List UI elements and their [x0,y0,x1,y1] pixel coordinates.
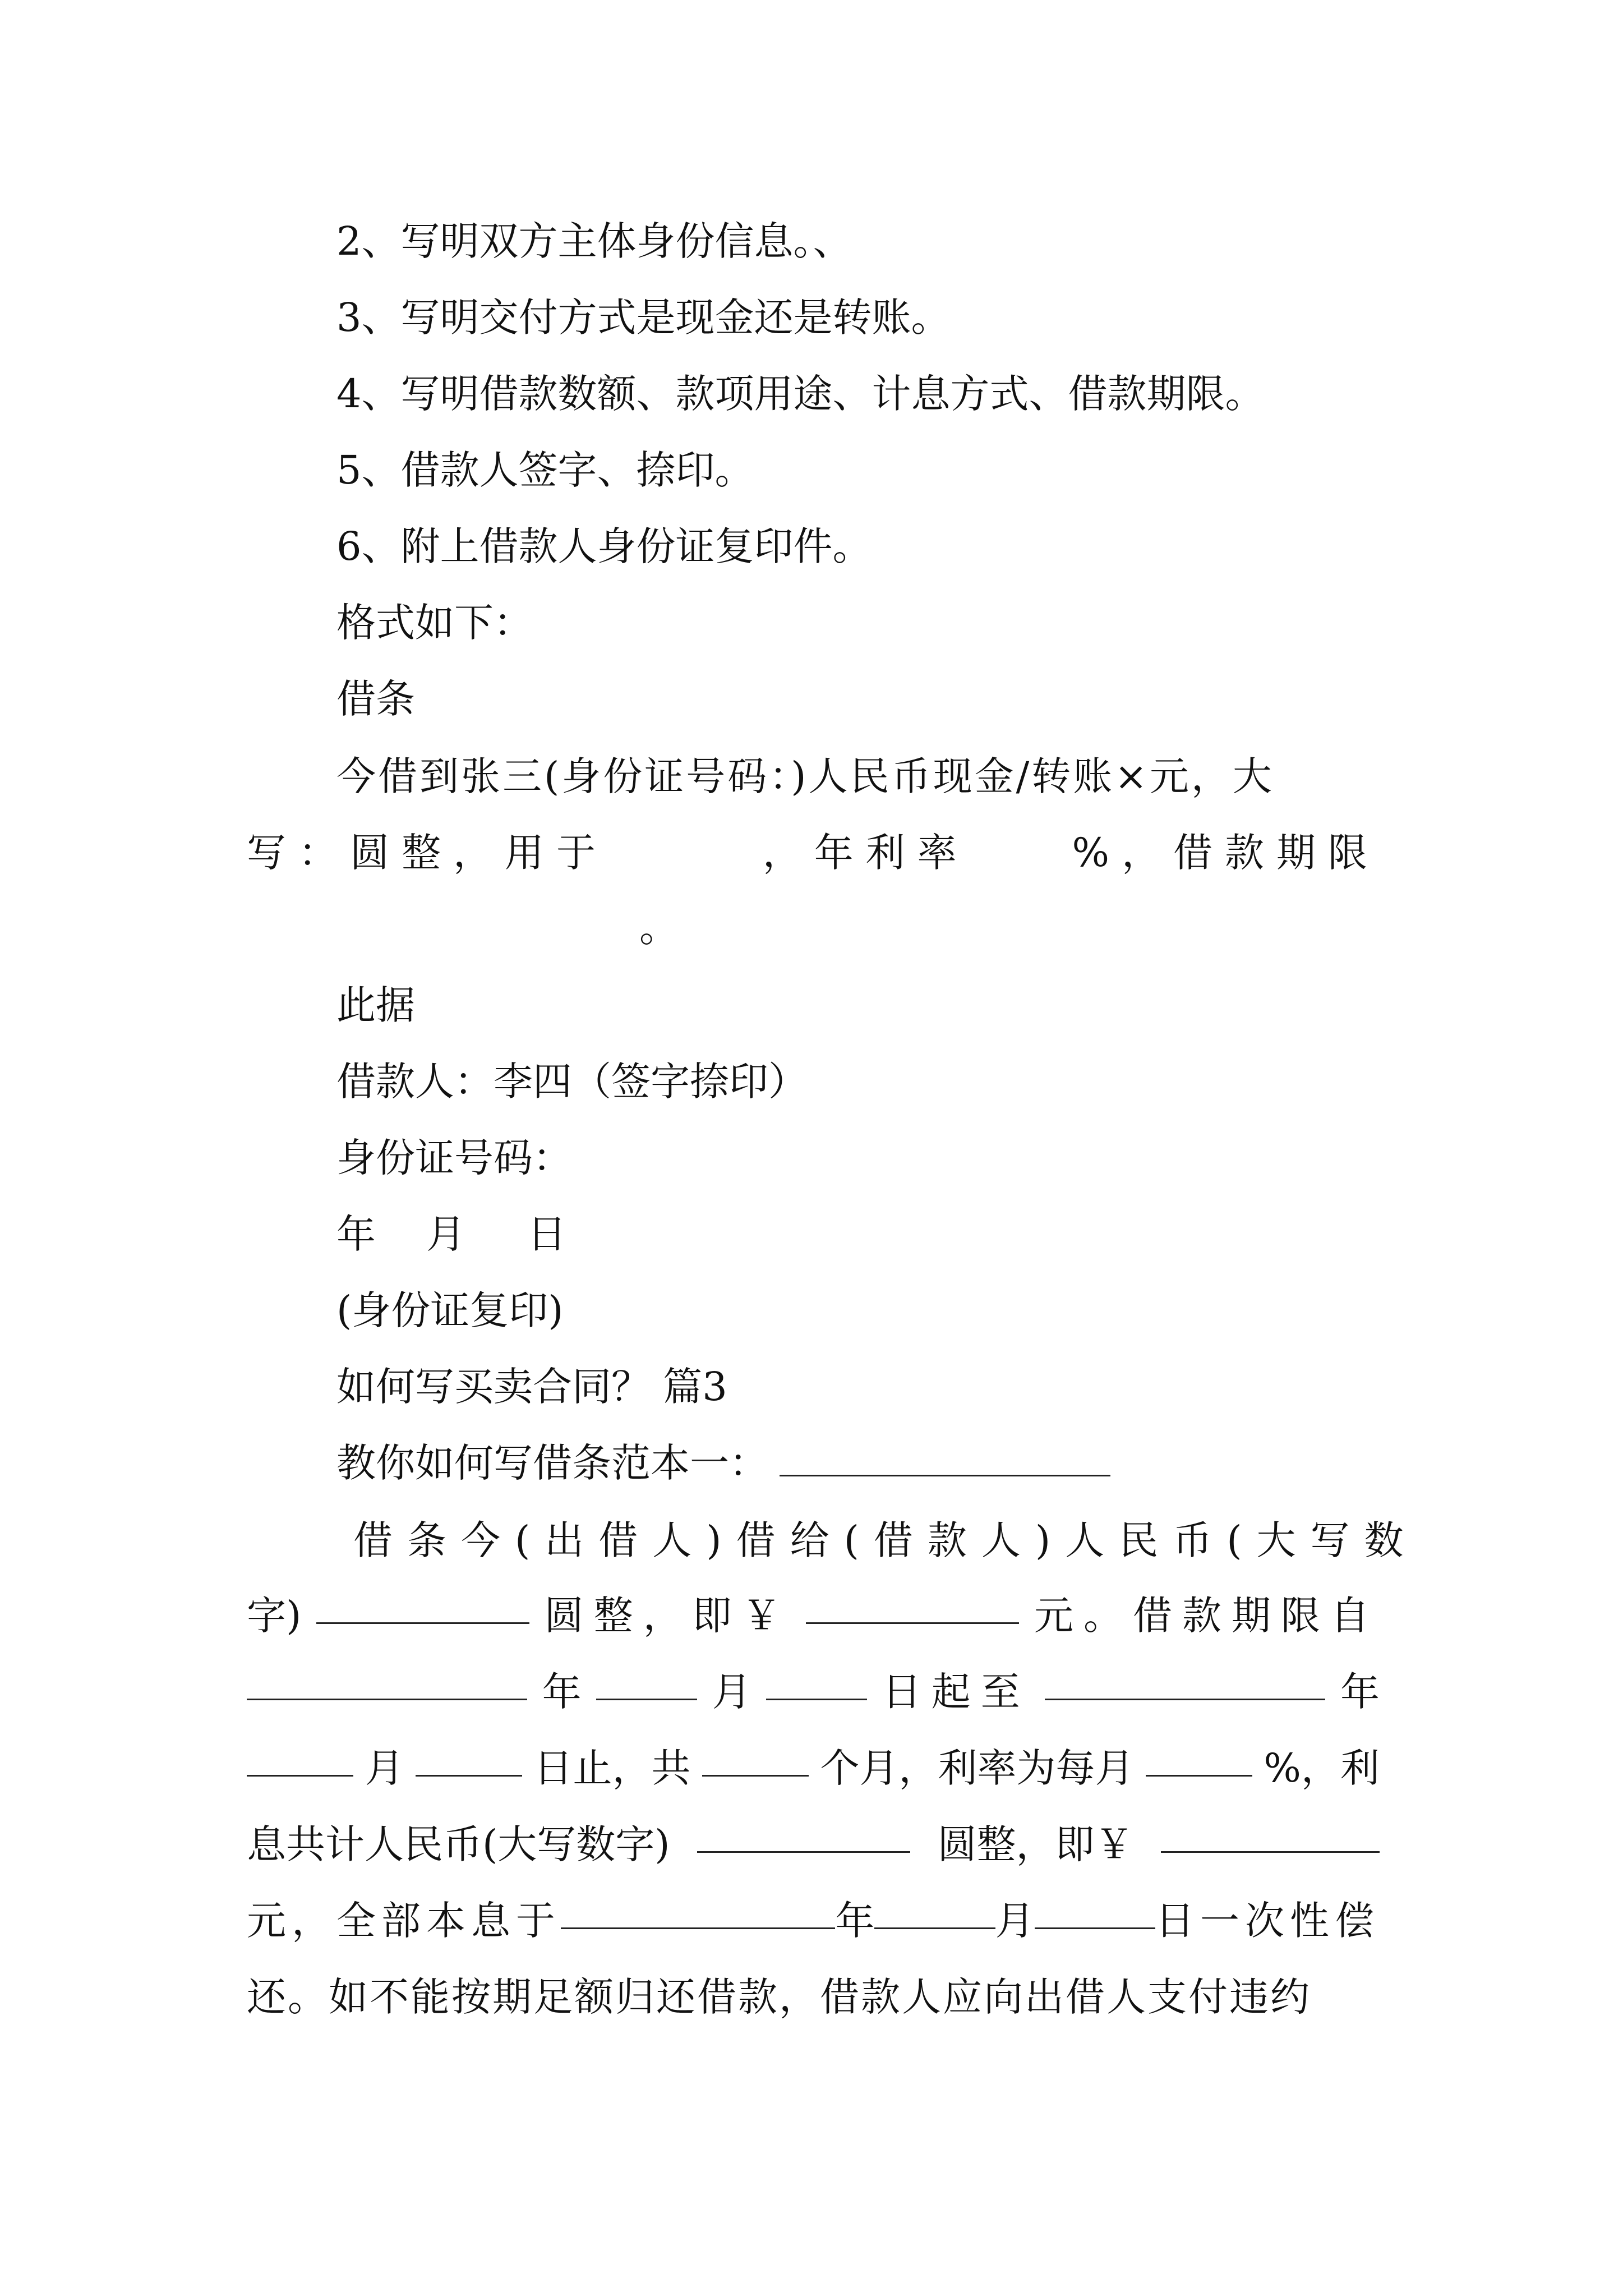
start-year-blank [247,1664,527,1700]
tpl-l3-month: 月 [712,1669,751,1715]
tpl-l5-a: 息共计人民币(大写数字) [247,1821,670,1867]
list-item-3: 3、写明交付方式是现金还是转账。 [336,295,951,341]
iou-borrower: 借款人：李四（签字捺印） [336,1059,808,1105]
interest-words-blank [697,1816,910,1853]
list-item-6: 6、附上借款人身份证复印件。 [336,523,872,569]
iou-id-label: 身份证号码： [336,1135,572,1181]
intro-blank [780,1440,1110,1476]
rate-blank [1146,1740,1252,1777]
rate-gap [969,825,1072,881]
template-intro [336,1435,1110,1491]
repay-year-blank [561,1893,835,1929]
template-line1: 借条今(出借人)借给(借款人)人民币(大写数 [353,1517,1418,1563]
tpl-l6-day: 日一次性偿 [1155,1898,1380,1944]
template-intro-text: 教你如何写借条范本一： [336,1440,768,1486]
template-line6 [247,1893,1380,1949]
purpose-gap [608,825,763,881]
tpl-l6-month: 月 [995,1898,1035,1944]
iou-line2-b: ，年利率 [762,830,969,876]
list-item-4: 4、写明借款数额、款项用途、计息方式、借款期限。 [336,371,1265,417]
amount-number-blank [806,1588,1019,1624]
iou-line2-a: 写：圆整，用于 [247,830,608,876]
tpl-l3-from: 日起至 [882,1669,1030,1715]
template-line2 [247,1588,1380,1644]
list-item-2: 2、写明双方主体身份信息。、 [336,218,852,264]
template-line7: 还。如不能按期足额归还借款，借款人应向出借人支付违约 [247,1974,1311,2020]
tpl-l2-b: 圆整，即￥ [544,1593,791,1639]
iou-id-copy: (身份证复印) [336,1287,564,1333]
template-line5 [247,1816,1380,1872]
iou-paragraph-line2 [247,825,1380,881]
end-day-blank [416,1740,522,1777]
tpl-l4-month: 月 [365,1745,404,1791]
tpl-l2-a: 字) [247,1593,302,1639]
date-month: 月 [426,1211,465,1257]
format-intro: 格式如下： [336,600,533,646]
repay-month-blank [874,1893,995,1929]
iou-date-line [336,1206,566,1262]
iou-title: 借条 [336,676,415,722]
iou-closing: 此据 [336,982,415,1028]
list-item-5: 5、借款人签字、捺印。 [336,447,754,493]
start-month-blank [596,1664,697,1700]
tpl-l2-c: 元。借款期限自 [1034,1593,1380,1639]
repay-day-blank [1035,1893,1155,1929]
template-line4 [247,1740,1380,1796]
section-heading: 如何写买卖合同？ 篇3 [336,1364,727,1410]
iou-line3-end: 。 [639,905,679,951]
tpl-l5-b: 圆整，即￥ [937,1821,1134,1867]
end-year-blank [1045,1664,1325,1700]
tpl-l4-day: 日止，共 [533,1745,691,1791]
tpl-l4-pct: %，利 [1264,1745,1380,1791]
date-year: 年 [336,1211,376,1257]
tpl-l3-year: 年 [542,1669,582,1715]
iou-paragraph-line1 [336,748,1380,804]
end-month-blank [247,1740,353,1777]
start-day-blank [766,1664,867,1700]
tpl-l4-months: 个月，利率为每月 [820,1745,1135,1791]
months-blank [702,1740,809,1777]
interest-number-blank [1161,1816,1380,1853]
tpl-l6-year: 年 [835,1898,875,1944]
template-line3 [247,1664,1380,1720]
tpl-l6-a: 元，全部本息于 [247,1898,561,1944]
date-day: 日 [527,1211,566,1257]
iou-line2-c: %，借款期限 [1072,830,1380,876]
tpl-l3-year2: 年 [1340,1669,1380,1715]
amount-words-blank [316,1588,529,1624]
iou-line1-text: 今借到张三(身份证号码：)人民币现金/转账×元，大 [336,753,1274,799]
